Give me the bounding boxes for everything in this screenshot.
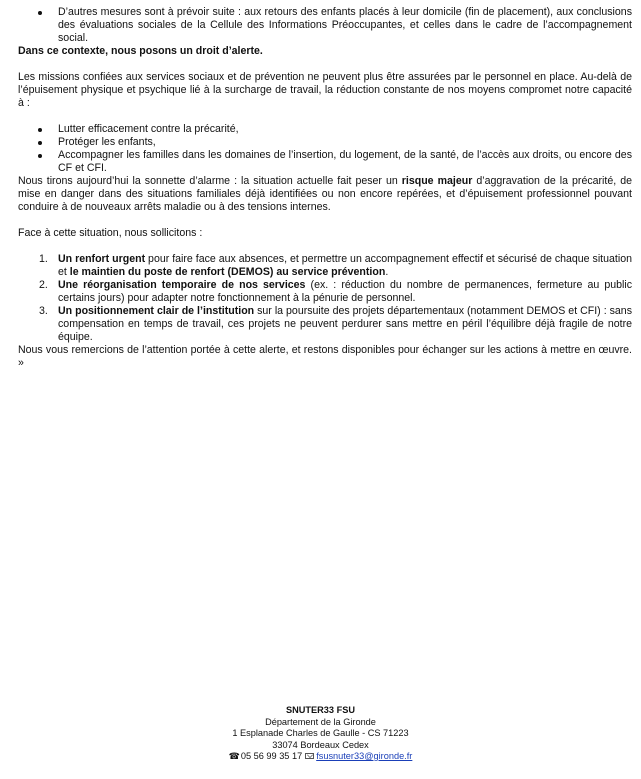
- list-item: [18, 136, 632, 149]
- capacity-list: [18, 123, 632, 175]
- request-text: pour faire face aux absences, et permettre un accompagnement effectif et sécurisé de chaque situation et: [58, 253, 632, 278]
- document-body: [18, 6, 632, 383]
- list-item: [18, 149, 632, 175]
- envelope-icon: [305, 753, 314, 759]
- alert-heading: Dans ce contexte, nous posons un droit d’alerte.: [18, 45, 263, 57]
- footer-department: Département de la Gironde: [265, 716, 376, 727]
- list-item: [18, 279, 632, 305]
- requests-list: [18, 253, 632, 344]
- list-item: [18, 305, 632, 344]
- footer-phone: 05 56 99 35 17: [240, 751, 303, 761]
- list-number: 3.: [39, 305, 48, 317]
- measures-list: [18, 6, 632, 45]
- capacity-item-text: Protéger les enfants,: [58, 136, 156, 148]
- list-item: [18, 123, 632, 136]
- missions-paragraph: Les missions confiées aux services sociaux et de prévention ne peuvent plus être assurées par le personnel en place. Au-delà de l’épuisement physique et psychique lié à la surcharge de travail, la réduction constante de nos moyens compromet notre capacité à :: [18, 71, 632, 109]
- list-item: [18, 253, 632, 279]
- request-text: (ex. : réduction du nombre de permanences, fermeture au public certains jours) pour adapter notre fonctionnement à la pénurie de personnel.: [58, 279, 633, 304]
- request-title: Un positionnement clair de l’institution: [58, 305, 255, 317]
- request-text: sur la poursuite des projets départementaux (notamment DEMOS et CFI) : sans compensation en temps de travail, ces projets ne peuvent perdurer sans mettre en péril l’équilibre déjà fragile de notre équipe.: [58, 305, 632, 343]
- footer-email-link[interactable]: fsusnuter33@gironde.fr: [316, 751, 413, 761]
- request-title: Un renfort urgent: [58, 253, 146, 265]
- alarm-paragraph: [18, 175, 632, 214]
- alarm-text-start: Nous tirons aujourd’hui la sonnette d’alarme : la situation actuelle fait peser un: [18, 175, 402, 187]
- closing-paragraph: Nous vous remercions de l’attention portée à cette alerte, et restons disponibles pour échanger sur les actions à mettre en œuvre. »: [18, 344, 632, 369]
- footer-contact: [0, 751, 641, 763]
- alarm-text-end: d’aggravation de la précarité, de mise en danger dans des situations familiales déjà identifiées ou non encore repérées, et d’épuisement professionnel pouvant conduire à de nouveaux arrêts maladie ou à des tensions internes.: [18, 175, 632, 213]
- list-item: [18, 6, 632, 45]
- measures-text: D’autres mesures sont à prévoir suite : aux retours des enfants placés à leur domicile (fin de placement), aux conclusions des évaluations sociales de la Cellule des Informations Préoccupantes, et celles dans le cadre de l’accompagnement social.: [58, 6, 632, 44]
- list-number: 1.: [39, 253, 48, 265]
- capacity-item-text: Accompagner les familles dans les domaines de l’insertion, du logement, de la santé, de l’accès aux droits, ou encore des CF et CFI.: [58, 149, 632, 174]
- telephone-icon: ☎: [228, 751, 240, 761]
- footer-address: 1 Esplanade Charles de Gaulle - CS 71223: [232, 728, 409, 738]
- footer: [0, 705, 641, 763]
- footer-city: 33074 Bordeaux Cedex: [272, 739, 369, 750]
- bullet-icon: [38, 141, 42, 145]
- request-title: Une réorganisation temporaire de nos services: [58, 279, 306, 291]
- alarm-emphasis: risque majeur: [401, 175, 473, 187]
- bullet-icon: [38, 11, 42, 15]
- bullet-icon: [38, 154, 42, 158]
- list-number: 2.: [39, 279, 48, 291]
- request-intro: Face à cette situation, nous sollicitons :: [18, 227, 203, 239]
- request-emphasis: le maintien du poste de renfort (DEMOS) au service prévention: [69, 266, 386, 278]
- request-text-end: .: [385, 266, 389, 278]
- bullet-icon: [38, 128, 42, 132]
- footer-org: SNUTER33 FSU: [286, 705, 355, 715]
- capacity-item-text: Lutter efficacement contre la précarité,: [58, 123, 239, 135]
